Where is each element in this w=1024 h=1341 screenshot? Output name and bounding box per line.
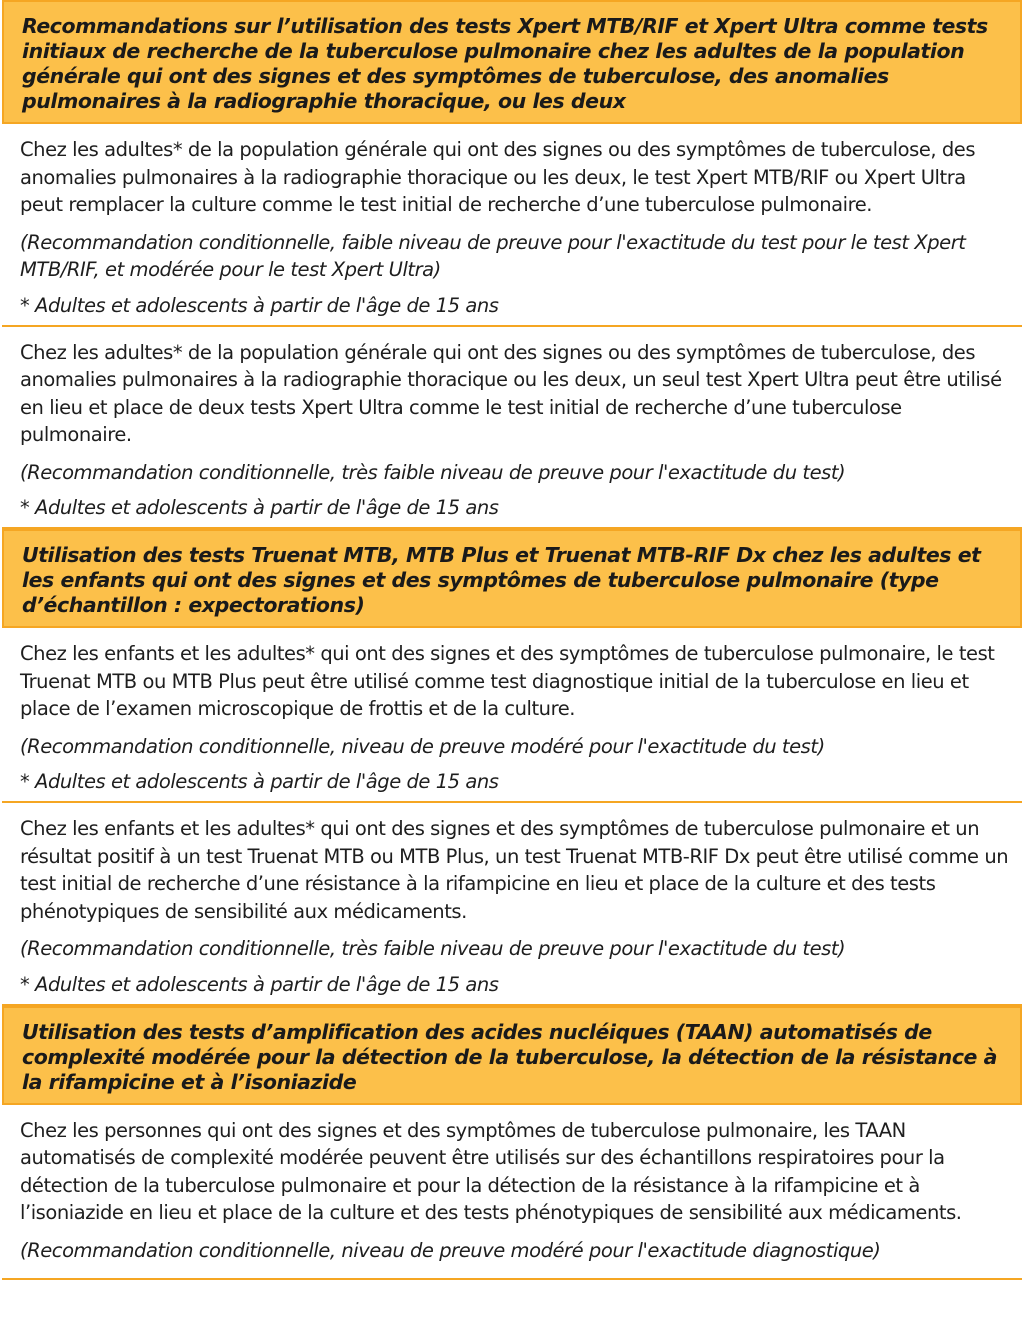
- recommendation-text: Chez les personnes qui ont des signes et des symptômes de tuberculose pulmonaire, les TAAN automatisés de complexité modérée peuvent être utilisés sur des échantillons respiratoires pour la détection de la tuberculose pulmonaire et pour la détection de la résistance à la rifampicine et à l’isoniazide en lieu et place de la culture et des tests phénotypiques de sensibilité aux médicaments.: [20, 1118, 962, 1224]
- section-header-truenat: [2, 529, 1022, 628]
- recommendation-taan-moderate-complexity: [2, 1105, 1022, 1281]
- recommendation-text: Chez les adultes* de la population générale qui ont des signes ou des symptômes de tuberculose, des anomalies pulmonaires à la radiographie thoracique ou les deux, un seul test Xpert Ultra peut être utilisé en lieu et place de deux tests Xpert Ultra comme le test initial de recherche d’une tuberculose pulmonaire.: [20, 340, 1002, 446]
- section-title: Utilisation des tests Truenat MTB, MTB Plus et Truenat MTB-RIF Dx chez les adultes et les enfants qui ont des signes et des symptômes de tuberculose pulmonaire (type d’échantillon : expectorations): [22, 543, 981, 617]
- recommendation-strength: (Recommandation conditionnelle, niveau de preuve modéré pour l'exactitude diagnostique): [20, 1238, 881, 1262]
- recommendation-text: Chez les enfants et les adultes* qui ont des signes et des symptômes de tuberculose pulmonaire, le test Truenat MTB ou MTB Plus peut être utilisé comme test diagnostique initial de la tuberculose en lieu et place de l’examen microscopique de frottis et de la culture.: [20, 642, 995, 720]
- recommendation-truenat-initial-test: [2, 628, 1022, 803]
- recommendation-footnote: * Adultes et adolescents à partir de l'âge de 15 ans: [20, 972, 499, 996]
- recommendation-strength: (Recommandation conditionnelle, très faible niveau de preuve pour l'exactitude du test): [20, 937, 846, 960]
- recommendation-strength: (Recommandation conditionnelle, niveau de preuve modéré pour l'exactitude du test): [20, 734, 825, 758]
- recommendation-xpert-replace-culture: [2, 124, 1022, 327]
- recommendation-xpert-ultra-single-test: [2, 327, 1022, 530]
- section-header-taan: [2, 1006, 1022, 1105]
- section-title: Utilisation des tests d’amplification des acides nucléiques (TAAN) automatisés de complexité modérée pour la détection de la tuberculose, la détection de la résistance à la rifampicine et à l’isoniazide: [22, 1019, 998, 1094]
- section-title: Recommandations sur l’utilisation des tests Xpert MTB/RIF et Xpert Ultra comme tests initiaux de recherche de la tuberculose pulmonaire chez les adultes de la population générale qui ont des signes et des symptômes de tuberculose, des anomalies pulmonaires à la radiographie thoracique, ou les deux: [22, 14, 988, 113]
- recommendation-footnote: * Adultes et adolescents à partir de l'âge de 15 ans: [20, 293, 499, 317]
- recommendation-footnote: * Adultes et adolescents à partir de l'âge de 15 ans: [20, 496, 499, 519]
- recommendation-strength: (Recommandation conditionnelle, très faible niveau de preuve pour l'exactitude du test): [20, 460, 846, 484]
- recommendation-text: Chez les enfants et les adultes* qui ont des signes et des symptômes de tuberculose pulmonaire et un résultat positif à un test Truenat MTB ou MTB Plus, un test Truenat MTB-RIF Dx peut être utilisé comme un test initial de recherche d’une résistance à la rifampicine en lieu et place de la culture et des tests phénotypiques de sensibilité aux médicaments.: [20, 817, 1009, 923]
- recommendation-truenat-rif-dx: [2, 803, 1022, 1006]
- section-header-xpert: [2, 0, 1022, 124]
- recommendation-strength: (Recommandation conditionnelle, faible niveau de preuve pour l'exactitude du test pour le test Xpert MTB/RIF, et modérée pour le test Xpert Ultra): [20, 230, 966, 281]
- recommendation-text: Chez les adultes* de la population générale qui ont des signes ou des symptômes de tuberculose, des anomalies pulmonaires à la radiographie thoracique ou les deux, le test Xpert MTB/RIF ou Xpert Ultra peut remplacer la culture comme le test initial de recherche d’une tuberculose pulmonaire.: [20, 138, 976, 216]
- recommendation-footnote: * Adultes et adolescents à partir de l'âge de 15 ans: [20, 770, 499, 793]
